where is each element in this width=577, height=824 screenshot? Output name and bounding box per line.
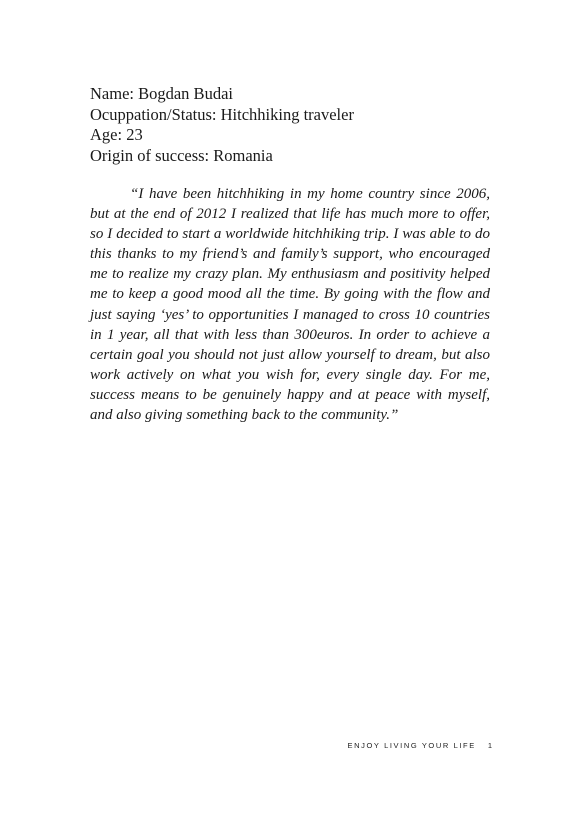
running-title: ENJOY LIVING YOUR LIFE (347, 741, 476, 750)
occupation-line: Ocuppation/Status: Hitchhiking traveler (90, 104, 354, 124)
page-footer (348, 741, 492, 750)
name-line: Name: Bogdan Budai (90, 84, 233, 103)
profile-block (90, 84, 510, 166)
testimonial-quote: “I have been hitchhiking in my home country since 2006, but at the end of 2012 I realized that life has much more to offer, so I decided to start a worldwide hitchhiking trip. I was able to do this thanks to my friend’s and family’s support, who encouraged me to realize my crazy plan. My enthusiasm and positivity helped me to keep a good mood all the time. By going with the flow and just saying ‘yes’ to opportunities I managed to cross 10 countries in 1 year, all that with less than 300euros. In order to achieve a certain goal you should not just allow yourself to dream, but also work actively on what you wish for, every single day. For me, success means to be genuinely happy and at peace with myself, and also giving something back to the community.” (90, 186, 490, 424)
page-number: 1 (487, 741, 492, 750)
origin-line: Origin of success: Romania (90, 145, 273, 165)
age-line: Age: 23 (90, 125, 143, 144)
